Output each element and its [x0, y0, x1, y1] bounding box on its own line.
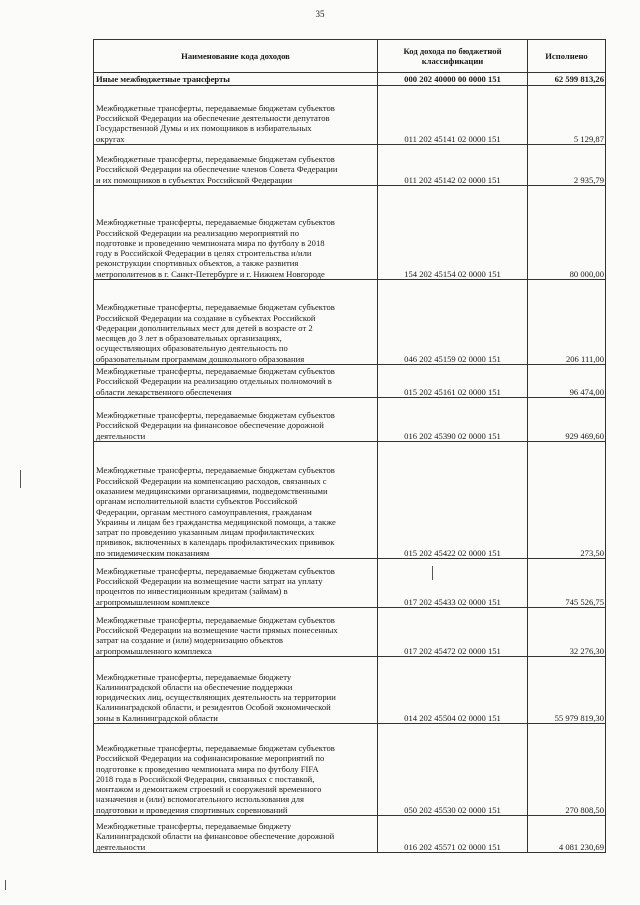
table-row: [94, 442, 606, 559]
row-name-line: Государственной Думы и их помощников в избирательных: [96, 123, 312, 134]
summary-name: Иные межбюджетные трансферты: [94, 73, 378, 86]
scan-mark: [20, 470, 21, 488]
table-row: [94, 280, 606, 365]
row-amount: 5 129,87: [528, 86, 606, 145]
row-name-line: Межбюджетные трансферты, передаваемые бюджету: [96, 821, 292, 832]
row-name-line: Российской Федерации на возмещение части затрат на уплату: [96, 576, 323, 587]
table-row: [94, 398, 606, 442]
row-name-line: Калининградской области на обеспечение поддержки: [96, 681, 293, 692]
row-name-line: подготовки и проведения спортивных соревнований: [96, 804, 288, 815]
header-amount: Исполнено: [528, 40, 606, 73]
table-row: [94, 365, 606, 398]
row-name: [94, 365, 378, 398]
row-name-line: агропромышленного комплекса: [96, 645, 212, 656]
row-name-line: затрат на создание и (или) модернизацию объектов: [96, 635, 283, 646]
row-amount: 2 935,79: [528, 145, 606, 186]
row-name: [94, 559, 378, 608]
row-name-line: Межбюджетные трансферты, передаваемые бюджетам субъектов: [96, 465, 335, 476]
row-name-line: прививок, включенных в календарь профилактических прививок: [96, 537, 335, 548]
row-name-line: Российской Федерации на реализацию мероприятий по: [96, 227, 300, 238]
row-code: 011 202 45141 02 0000 151: [378, 86, 528, 145]
row-name: [94, 657, 378, 724]
row-name-line: Федерации, органам местного самоуправления, гражданам: [96, 506, 312, 517]
row-name-line: монтажом и демонтажем строений и сооружений временного: [96, 784, 322, 795]
summary-amount: 62 599 813,26: [528, 73, 606, 86]
row-code: 016 202 45390 02 0000 151: [378, 398, 528, 442]
row-name-line: Межбюджетные трансферты, передаваемые бюджетам субъектов: [96, 366, 335, 377]
table-row: [94, 816, 606, 853]
row-name-line: Российской Федерации на компенсацию расходов, связанных с: [96, 475, 327, 486]
row-name-line: деятельности: [96, 430, 146, 441]
row-name-line: подготовке и проведению чемпионата мира по футболу в 2018: [96, 237, 325, 248]
row-name: [94, 86, 378, 145]
row-name-line: Калининградской области, и резидентов Особой экономической: [96, 702, 331, 713]
row-name-line: Российской Федерации на обеспечение деятельности депутатов: [96, 113, 330, 124]
row-code: 154 202 45154 02 0000 151: [378, 186, 528, 280]
row-name: [94, 724, 378, 816]
table-row: [94, 608, 606, 657]
row-name-line: Российской Федерации на реализацию отдельных полномочий в: [96, 376, 332, 387]
summary-row: [94, 73, 606, 86]
row-name-line: Межбюджетные трансферты, передаваемые бюджетам субъектов: [96, 614, 335, 625]
row-name-line: Межбюджетные трансферты, передаваемые бюджетам субъектов: [96, 410, 335, 421]
row-name-line: подготовке к проведению чемпионата мира по футболу FIFA: [96, 763, 319, 774]
row-name-line: метрополитенов в г. Санкт-Петербурге и г. Нижнем Новгороде: [96, 268, 325, 279]
row-name: [94, 608, 378, 657]
scan-mark: [432, 566, 433, 580]
row-name-line: году в Российской Федерации в целях строительства и/или: [96, 248, 312, 259]
table-row: [94, 657, 606, 724]
row-amount: 745 526,75: [528, 559, 606, 608]
row-code: 017 202 45433 02 0000 151: [378, 559, 528, 608]
row-name-line: Межбюджетные трансферты, передаваемые бюджету: [96, 671, 292, 682]
row-name-line: Межбюджетные трансферты, передаваемые бюджетам субъектов: [96, 302, 335, 313]
row-name-line: Межбюджетные трансферты, передаваемые бюджетам субъектов: [96, 565, 335, 576]
row-name-line: Межбюджетные трансферты, передаваемые бюджетам субъектов: [96, 154, 335, 165]
row-name: [94, 280, 378, 365]
row-name-line: органам исполнительной власти субъектов Российской: [96, 496, 298, 507]
scan-mark: [5, 880, 6, 890]
row-name-line: Федерации дополнительных мест для детей в возрасте от 2: [96, 322, 313, 333]
row-name-line: 2018 года в Российской Федерации, связанных с поставкой,: [96, 773, 315, 784]
row-name: [94, 398, 378, 442]
row-amount: 96 474,00: [528, 365, 606, 398]
row-name-line: юридических лиц, осуществляющих деятельность на территории: [96, 692, 336, 703]
row-name-line: месяцев до 3 лет в образовательных организациях,: [96, 333, 282, 344]
row-name-line: Российской Федерации на финансовое обеспечение дорожной: [96, 420, 324, 431]
table-row: [94, 186, 606, 280]
table-row: [94, 559, 606, 608]
row-name-line: затрат по проведению указанным лицам профилактических: [96, 527, 315, 538]
row-name-line: деятельности: [96, 841, 146, 852]
revenue-table: [93, 39, 606, 853]
row-amount: 270 808,50: [528, 724, 606, 816]
row-amount: 32 276,30: [528, 608, 606, 657]
row-name-line: Межбюджетные трансферты, передаваемые бюджетам субъектов: [96, 742, 335, 753]
row-name-line: оказанием медицинскими организациями, подведомственными: [96, 485, 328, 496]
row-name-line: Российской Федерации на создание в субъектах Российской: [96, 312, 316, 323]
row-name-line: осуществляющих образовательную деятельность по: [96, 343, 288, 354]
row-name-line: Межбюджетные трансферты, передаваемые бюджетам субъектов: [96, 217, 335, 228]
summary-code: 000 202 40000 00 0000 151: [378, 73, 528, 86]
row-name-line: Калининградской области на финансовое обеспечение дорожной: [96, 831, 335, 842]
row-name-line: назначения и (или) вспомогательного использования для: [96, 794, 304, 805]
row-name: [94, 816, 378, 853]
row-name: [94, 186, 378, 280]
row-amount: 55 979 819,30: [528, 657, 606, 724]
row-name-line: по эпидемическим показаниям: [96, 547, 210, 558]
row-name-line: агропромышленном комплексе: [96, 596, 210, 607]
row-code: 017 202 45472 02 0000 151: [378, 608, 528, 657]
row-code: 015 202 45161 02 0000 151: [378, 365, 528, 398]
row-code: 015 202 45422 02 0000 151: [378, 442, 528, 559]
row-name-line: зоны в Калининградской области: [96, 712, 218, 723]
row-code: 046 202 45159 02 0000 151: [378, 280, 528, 365]
row-name-line: Российской Федерации на софинансирование мероприятий по: [96, 753, 325, 764]
table-row: [94, 724, 606, 816]
row-name-line: области лекарственного обеспечения: [96, 386, 232, 397]
row-name-line: округах: [96, 133, 125, 144]
row-code: 011 202 45142 02 0000 151: [378, 145, 528, 186]
row-name: [94, 442, 378, 559]
header-name: Наименование кода доходов: [94, 40, 378, 73]
row-amount: 4 081 230,69: [528, 816, 606, 853]
row-name-line: образовательным программам дошкольного образования: [96, 353, 305, 364]
header-code: Код дохода по бюджетной классификации: [378, 40, 528, 73]
page-number: 35: [315, 9, 325, 19]
row-amount: 929 469,60: [528, 398, 606, 442]
row-amount: 273,50: [528, 442, 606, 559]
row-code: 050 202 45530 02 0000 151: [378, 724, 528, 816]
row-name: [94, 145, 378, 186]
row-name-line: и их помощников в субъектах Российской Федерации: [96, 174, 293, 185]
row-code: 016 202 45571 02 0000 151: [378, 816, 528, 853]
row-name-line: процентов по инвестиционным кредитам (займам) в: [96, 586, 288, 597]
table-row: [94, 86, 606, 145]
table-row: [94, 145, 606, 186]
row-name-line: реконструкции спортивных объектов, а также развития: [96, 258, 299, 269]
row-code: 014 202 45504 02 0000 151: [378, 657, 528, 724]
table-header-row: [94, 40, 606, 73]
row-name-line: Российской Федерации на обеспечение членов Совета Федерации: [96, 164, 338, 175]
row-name-line: Межбюджетные трансферты, передаваемые бюджетам субъектов: [96, 102, 335, 113]
row-amount: 80 000,00: [528, 186, 606, 280]
row-name-line: Российской Федерации на возмещение части прямых понесенных: [96, 625, 338, 636]
row-name-line: Украины и лицам без гражданства медицинской помощи, а также: [96, 516, 336, 527]
row-amount: 206 111,00: [528, 280, 606, 365]
